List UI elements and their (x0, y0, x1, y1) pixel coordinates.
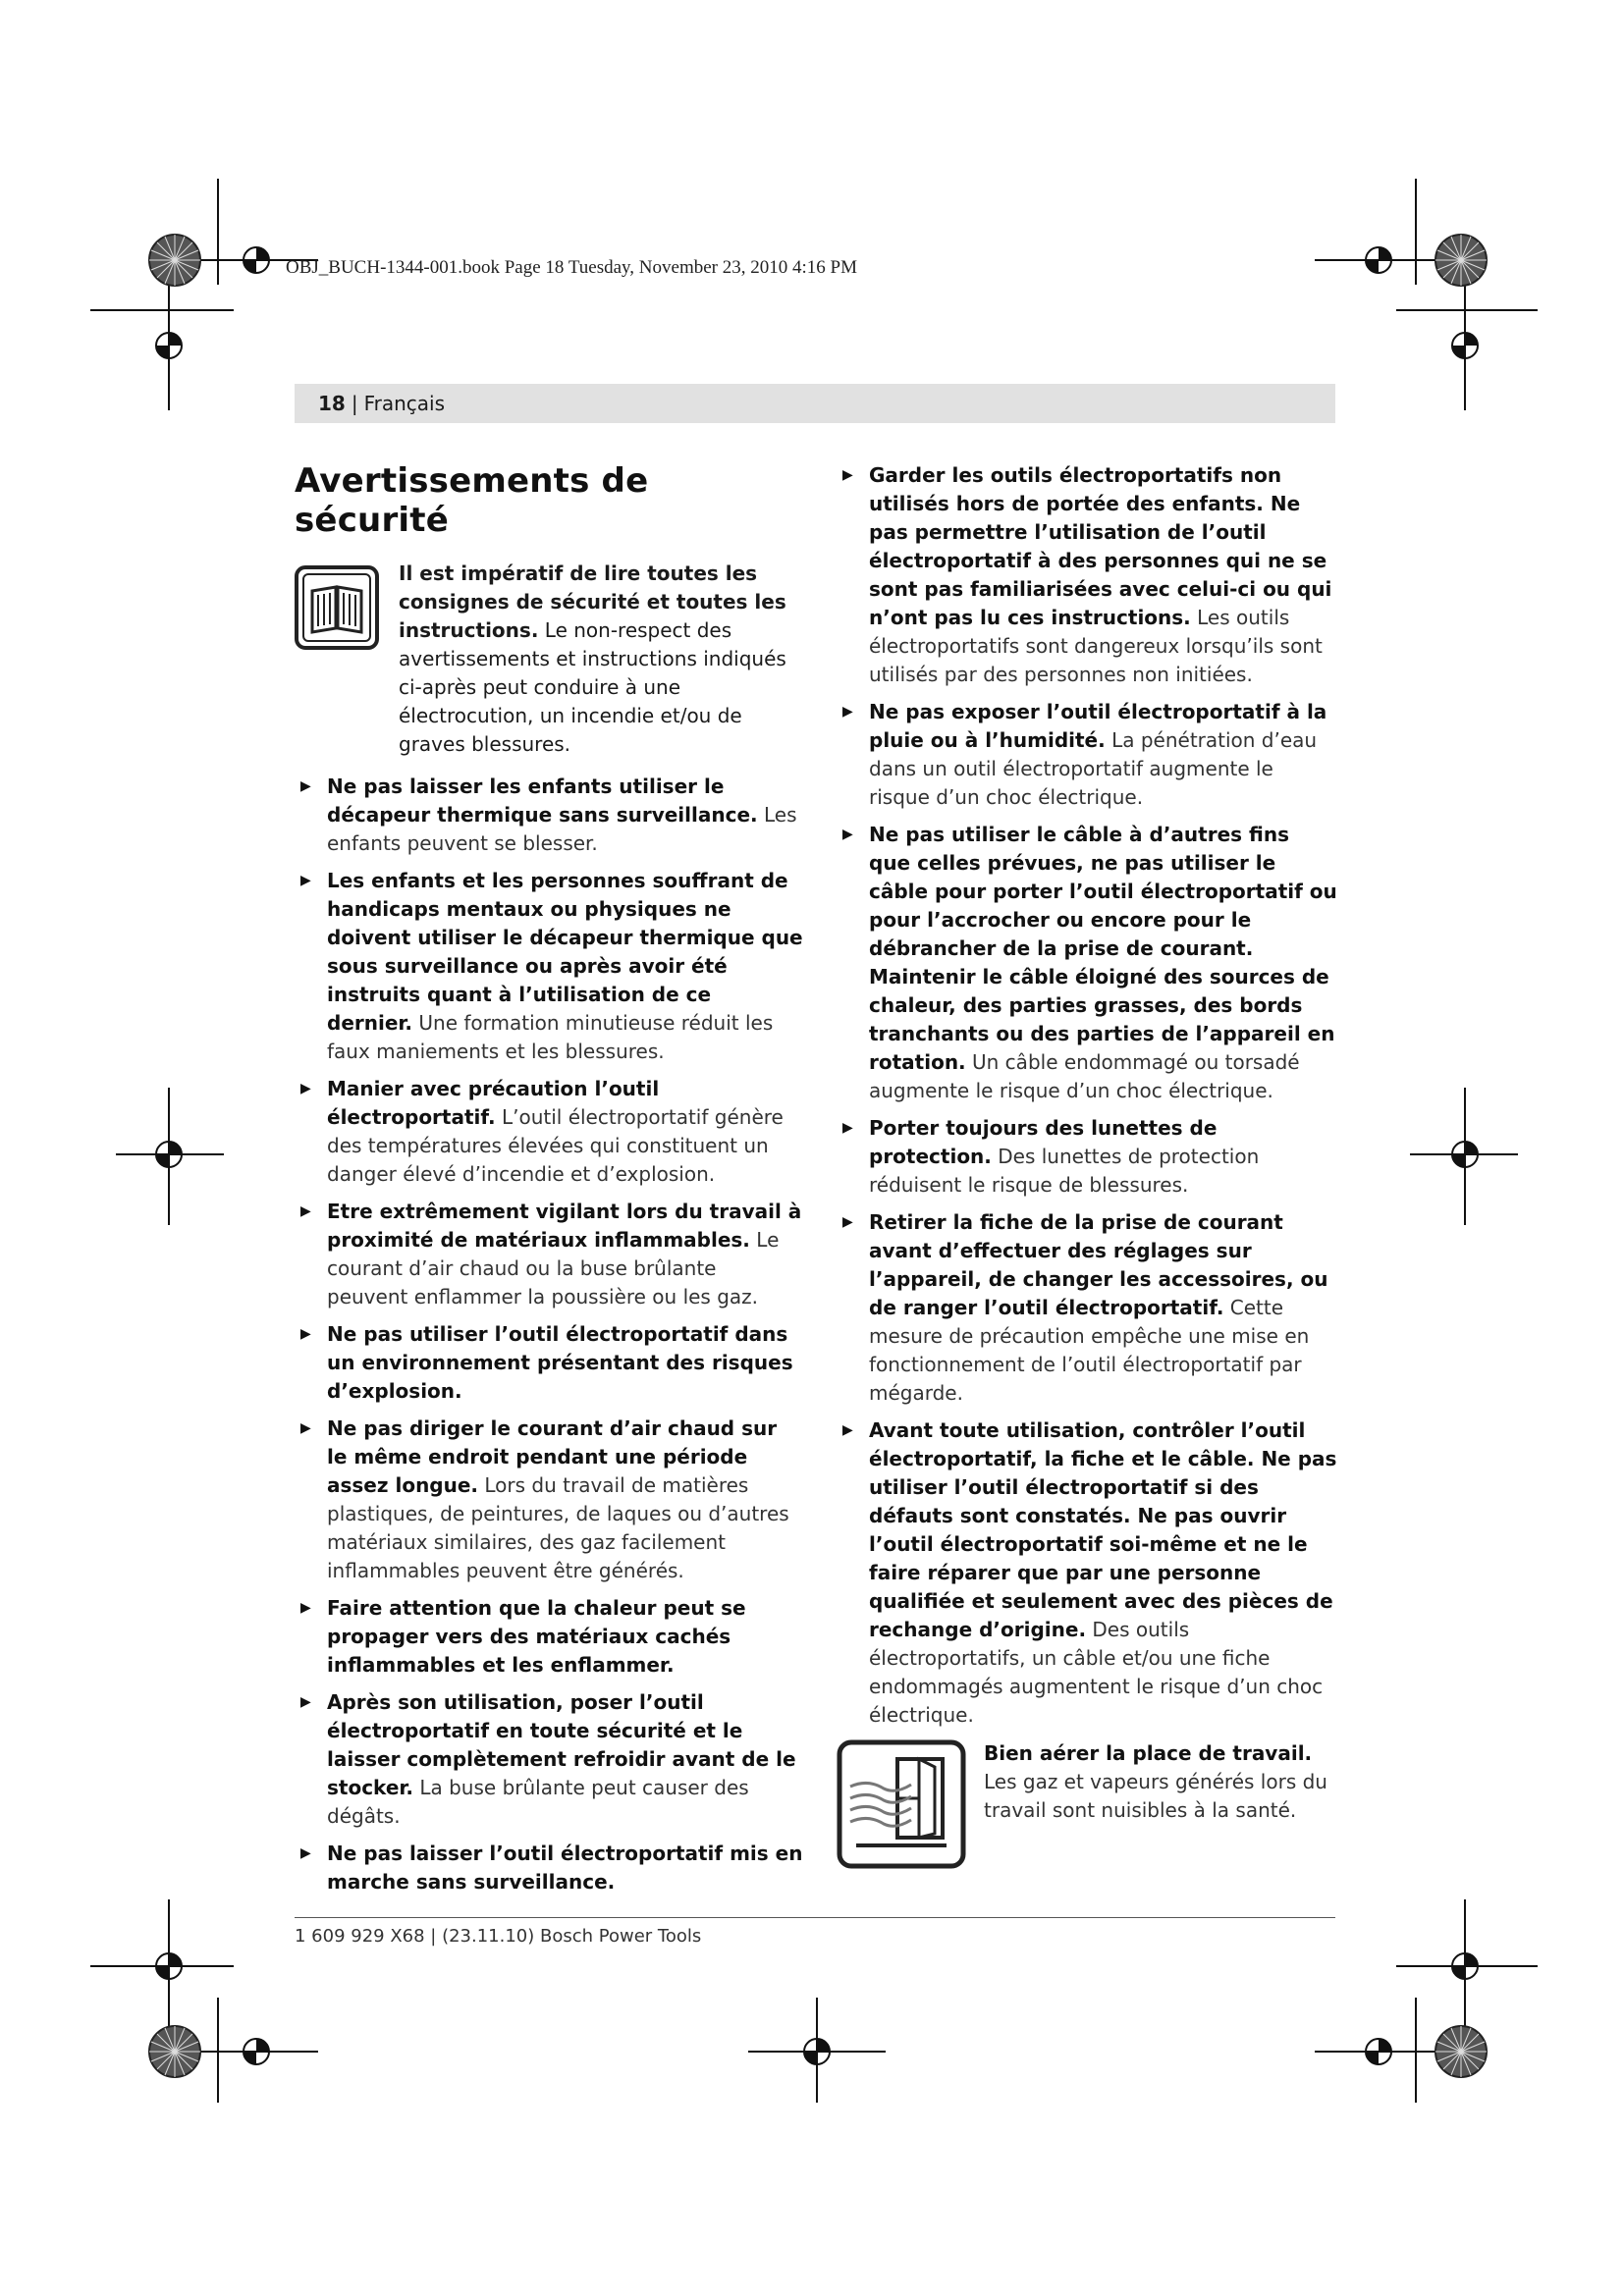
warning-item: ▶ Avant toute utilisation, contrôler l’outil électroportatif, la fiche et le câble. Ne pas utiliser l’outil électroportatif si des défauts sont constatés. Ne pas ouvrir l’outil électroportatif soi-même et ne le faire réparer que par une personne qualifiée et seulement avec des pièces de rechange d’origine. Des outils électroportatifs, un câble et/ou une fiche endommagés augmentent le risque d’un choc électrique. (842, 1418, 1337, 1727)
page-title: Avertissements de sécurité (295, 461, 649, 540)
bullet-triangle-icon: ▶ (300, 1420, 311, 1436)
page-footer: 1 609 929 X68 | (23.11.10) Bosch Power Tools (295, 1926, 702, 1947)
bullet-triangle-icon: ▶ (300, 1081, 311, 1096)
header-language: Français (363, 392, 446, 415)
warning-item: ▶ Après son utilisation, poser l’outil électroportatif en toute sécurité et le laisser complètement refroidir avant de le stocker. La buse brûlante peut causer des dégâts. (300, 1690, 796, 1828)
warning-item: ▶ Etre extrêmement vigilant lors du travail à proximité de matériaux inflammables. Le courant d’air chaud ou la buse brûlante peuvent enflammer la poussière ou les gaz. (300, 1200, 802, 1308)
warning-item: ▶ Ne pas utiliser l’outil électroportatif dans un environnement présentant des risques d’explosion. (300, 1322, 793, 1403)
intro-text (399, 560, 803, 759)
warning-item: ▶ Ne pas utiliser le câble à d’autres fins que celles prévues, ne pas utiliser le câble pour porter l’outil électroportatif ou pour l’accrocher ou encore pour le débrancher de la prise de courant. Maintenir le câble éloigné des sources de chaleur, des parties grasses, des bords tranchants ou des parties de l’appareil en rotation. Un câble endommagé ou torsadé augmente le risque d’un choc électrique. (842, 823, 1337, 1102)
intro-bold: Il est impératif de lire toutes les consignes de sécurité et toutes les instructions. (399, 561, 786, 642)
bullet-triangle-icon: ▶ (300, 873, 311, 888)
ventilation-window-icon (837, 1739, 966, 1873)
right-warnings-list (837, 461, 1337, 1730)
bullet-triangle-icon: ▶ (300, 1326, 311, 1342)
page-number: 18 (318, 392, 346, 415)
bullet-triangle-icon: ▶ (842, 1422, 853, 1438)
bullet-triangle-icon: ▶ (300, 1694, 311, 1710)
intro-plain: Le non-respect des avertissements et instructions indiqués ci-après peut conduire à une électrocution, un incendie et/ou de graves blessures. (399, 618, 786, 756)
bullet-triangle-icon: ▶ (300, 1845, 311, 1861)
intro-block (295, 560, 803, 759)
right-column (837, 461, 1337, 1873)
bullet-triangle-icon: ▶ (300, 1600, 311, 1616)
footer-divider (295, 1917, 1335, 1918)
left-column (295, 461, 803, 1905)
bullet-triangle-icon: ▶ (842, 467, 853, 483)
bullet-triangle-icon: ▶ (300, 1203, 311, 1219)
bullet-triangle-icon: ▶ (842, 704, 853, 720)
warning-item: ▶ Ne pas laisser l’outil électroportatif mis en marche sans surveillance. (300, 1842, 803, 1894)
warning-item: ▶ Retirer la fiche de la prise de courant avant d’effectuer des réglages sur l’appareil, de changer les accessoires, ou de ranger l’outil électroportatif. Cette mesure de précaution empêche une mise en fonctionnement de l’outil électroportatif par mégarde. (842, 1210, 1328, 1405)
warning-item: ▶ Garder les outils électroportatifs non utilisés hors de portée des enfants. Ne pas permettre l’utilisation de l’outil électroportatif à des personnes qui ne se sont pas familiarisées avec celui-ci ou qui n’ont pas lu ces instructions. Les outils électroportatifs sont dangereux lorsqu’ils sont utilisés par des personnes non initiées. (842, 463, 1332, 686)
warning-item: ▶ Ne pas diriger le courant d’air chaud sur le même endroit pendant une période assez longue. Lors du travail de matières plastiques, de peintures, de laques ou d’autres matériaux similaires, des gaz facilement inflammables peuvent être générés. (300, 1416, 789, 1582)
warning-item: ▶ Les enfants et les personnes souffrant de handicaps mentaux ou physiques ne doivent utiliser le décapeur thermique que sous surveillance ou après avoir été instruits quant à l’utilisation de ce dernier. Une formation minutieuse réduit les faux maniements et les blessures. (300, 869, 803, 1063)
warning-item: ▶ Faire attention que la chaleur peut se propager vers des matériaux cachés inflammables et les enflammer. (300, 1596, 746, 1677)
header-separator: | (351, 392, 358, 415)
warning-item: ▶ Porter toujours des lunettes de protection. Des lunettes de protection réduisent le risque de blessures. (842, 1116, 1260, 1197)
bullet-triangle-icon: ▶ (842, 1120, 853, 1136)
bullet-triangle-icon: ▶ (300, 778, 311, 794)
warning-item: ▶ Ne pas exposer l’outil électroportatif à la pluie ou à l’humidité. La pénétration d’eau dans un outil électroportatif augmente le risque d’un choc électrique. (842, 700, 1327, 809)
warning-item: ▶ Ne pas laisser les enfants utiliser le décapeur thermique sans surveillance. Les enfants peuvent se blesser. (300, 774, 797, 855)
ventilation-text: Bien aérer la place de travail. Les gaz et vapeurs générés lors du travail sont nuisibles à la santé. (984, 1741, 1327, 1822)
left-warnings-list (295, 773, 803, 1896)
warning-item: ▶ Manier avec précaution l’outil électroportatif. L’outil électroportatif génère des températures élevées qui constituent un danger élevé d’incendie et d’explosion. (300, 1077, 784, 1186)
page-header (295, 384, 1335, 423)
bullet-triangle-icon: ▶ (842, 827, 853, 842)
print-job-info: OBJ_BUCH-1344-001.book Page 18 Tuesday, November 23, 2010 4:16 PM (286, 257, 857, 278)
bullet-triangle-icon: ▶ (842, 1214, 853, 1230)
manual-book-icon (295, 565, 379, 654)
ventilation-block (837, 1739, 1337, 1873)
